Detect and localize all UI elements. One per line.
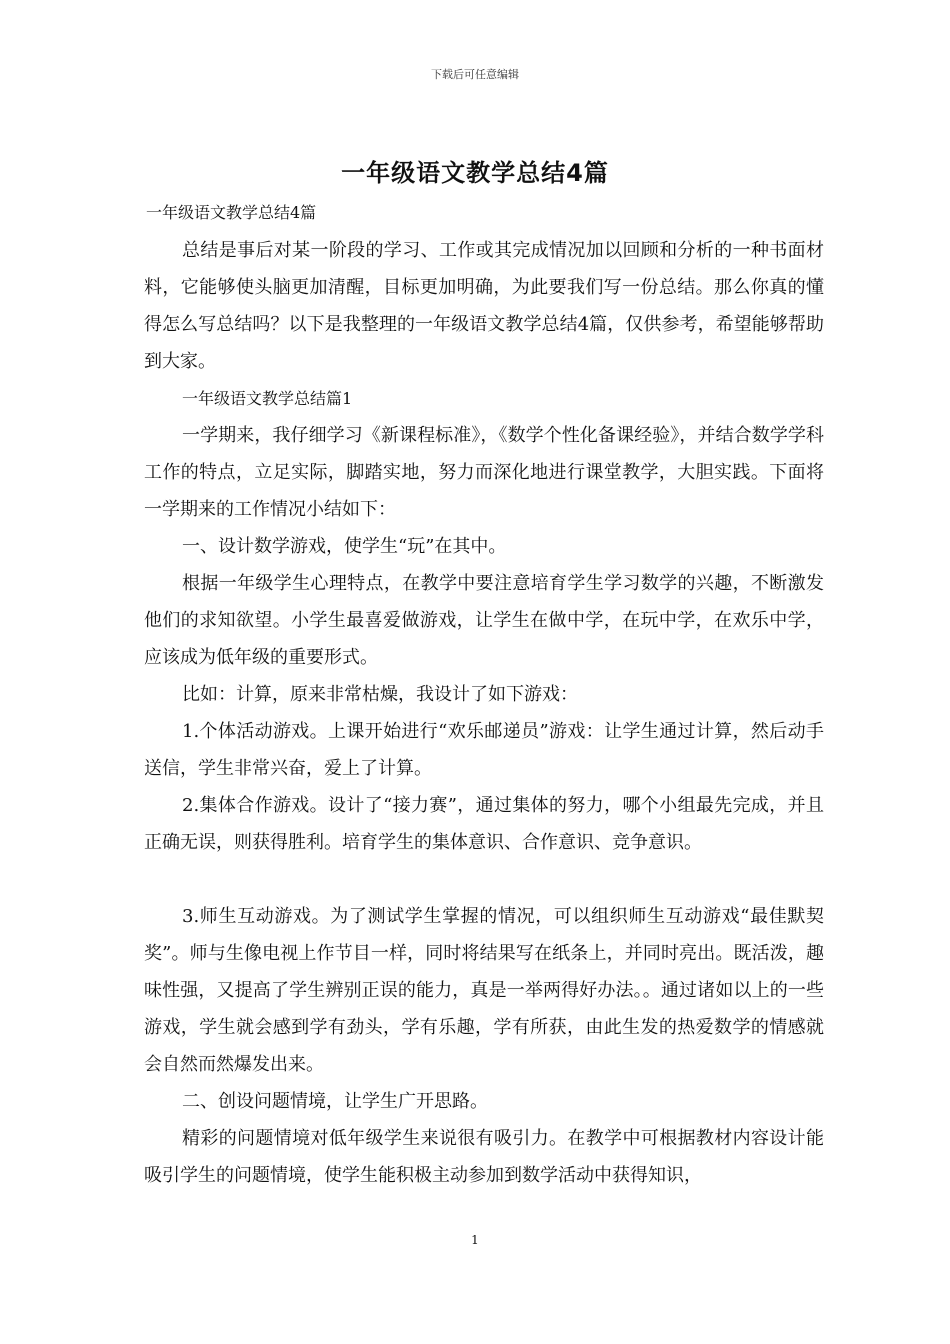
list-item-game-3: 3.师生互动游戏。为了测试学生掌握的情况，可以组织师生互动游戏“最佳默契奖”。师与生像电视上作节目一样，同时将结果写在纸条上，并同时亮出。既活泼，趣味性强，又提高了学生辨别正误的能力，真是一举两得好办法。。通过诸如以上的一些游戏，学生就会感到学有劲头，学有乐趣，学有所获，由此生发的热爱数学的情感就会自然而然爆发出来。 — [144, 906, 824, 1075]
section-heading-part1: 一年级语文教学总结篇1 — [182, 389, 353, 408]
section-heading-two: 二、创设问题情境，让学生广开思路。 — [182, 1091, 488, 1112]
paragraph-problem-situation: 精彩的问题情境对低年级学生来说很有吸引力。在教学中可根据教材内容设计能吸引学生的问题情境，使学生能积极主动参加到数学活动中获得知识， — [144, 1128, 824, 1186]
paragraph-motivation: 根据一年级学生心理特点，在教学中要注意培育学生学习数学的兴趣，不断激发他们的求知欲望。小学生最喜爱做游戏，让学生在做中学，在玩中学，在欢乐中学，应该成为低年级的重要形式。 — [144, 573, 824, 668]
list-item-game-2: 2.集体合作游戏。设计了“接力赛”，通过集体的努力，哪个小组最先完成，并且正确无误，则获得胜利。培育学生的集体意识、合作意识、竞争意识。 — [144, 795, 824, 853]
page-number: 1 — [471, 1233, 479, 1247]
document-subtitle: 一年级语文教学总结4篇 — [146, 203, 317, 222]
paragraph-intro: 总结是事后对某一阶段的学习、工作或其完成情况加以回顾和分析的一种书面材料，它能够使头脑更加清醒，目标更加明确，为此要我们写一份总结。那么你真的懂得怎么写总结吗？以下是我整理的一年级语文教学总结4篇，仅供参考，希望能够帮助到大家。 — [144, 240, 824, 372]
section-heading-one: 一、设计数学游戏，使学生“玩”在其中。 — [182, 536, 507, 557]
paragraph-overview: 一学期来，我仔细学习《新课程标准》，《数学个性化备课经验》，并结合数学学科工作的特点，立足实际，脚踏实地，努力而深化地进行课堂教学，大胆实践。下面将一学期来的工作情况小结如下： — [144, 425, 824, 520]
header-note: 下载后可任意编辑 — [431, 68, 519, 81]
list-item-game-1: 1.个体活动游戏。上课开始进行“欢乐邮递员”游戏：让学生通过计算，然后动手送信，学生非常兴奋，爱上了计算。 — [144, 721, 824, 779]
paragraph-example-intro: 比如：计算，原来非常枯燥，我设计了如下游戏： — [182, 684, 578, 705]
document-title: 一年级语文教学总结4篇 — [341, 159, 609, 187]
document-body — [144, 232, 824, 1194]
